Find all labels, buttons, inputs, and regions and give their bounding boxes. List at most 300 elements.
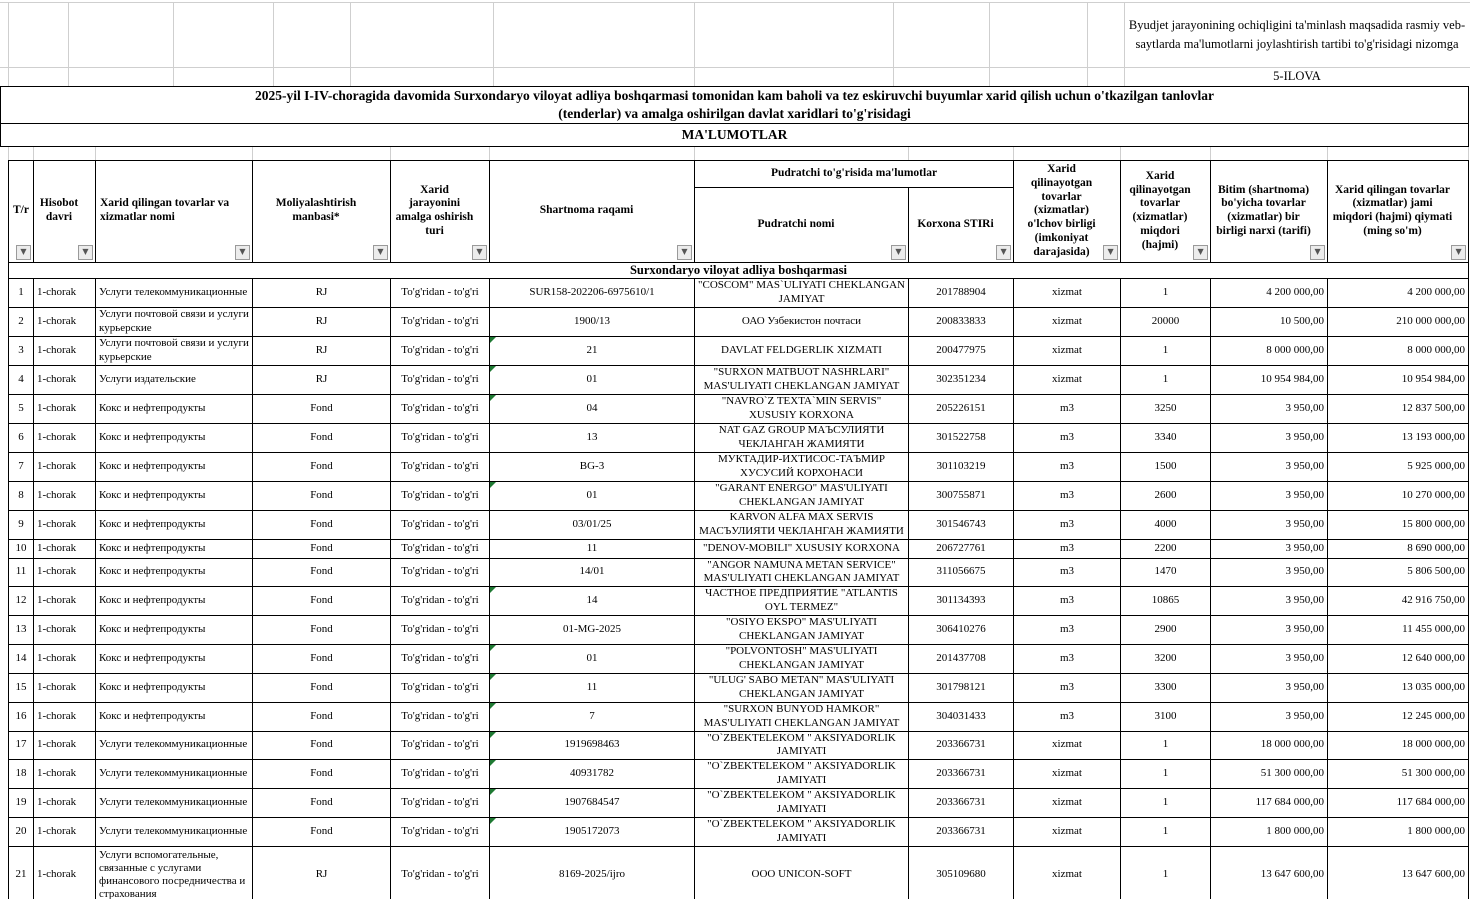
cell-pudratchi[interactable]: ЧАСТНОЕ ПРЕДПРИЯТИЕ "ATLANTIS OYL TERMEZ" <box>695 586 909 615</box>
cell-miqdor[interactable]: 1 <box>1121 788 1211 817</box>
cell-turi[interactable]: To'g'ridan - to'g'ri <box>391 759 490 788</box>
cell-shartnoma[interactable]: 40931782 <box>490 759 695 788</box>
cell-tr[interactable]: 16 <box>9 702 34 731</box>
cell-turi[interactable]: To'g'ridan - to'g'ri <box>391 788 490 817</box>
cell-davr[interactable]: 1-chorak <box>34 394 96 423</box>
gridline <box>1468 147 1469 160</box>
cell-olchov[interactable]: xizmat <box>1014 365 1121 394</box>
cell-turi[interactable]: To'g'ridan - to'g'ri <box>391 817 490 846</box>
header-manba[interactable] <box>253 161 391 263</box>
cell-olchov[interactable]: m3 <box>1014 702 1121 731</box>
cell-manba[interactable]: Fond <box>253 788 391 817</box>
cell-tr[interactable]: 12 <box>9 586 34 615</box>
cell-turi[interactable]: To'g'ridan - to'g'ri <box>391 481 490 510</box>
cell-tr[interactable]: 14 <box>9 644 34 673</box>
header-turi-label: Xarid jarayonini amalga oshirish turi <box>395 183 474 238</box>
cell-shartnoma[interactable]: 11 <box>490 673 695 702</box>
cell-shartnoma[interactable]: 03/01/25 <box>490 510 695 539</box>
cell-stir[interactable]: 200477975 <box>909 336 1014 365</box>
cell-pudratchi[interactable]: KARVON ALFA MAX SERVIS МАСЪУЛИЯТИ ЧЕКЛАНГАН ЖАМИЯТИ <box>695 510 909 539</box>
cell-tovar[interactable]: Кокс и нефтепродукты <box>96 673 253 702</box>
filter-button[interactable]: ▼ <box>78 245 93 260</box>
cell-jami[interactable]: 117 684 000,00 <box>1328 788 1469 817</box>
cell-manba[interactable]: Fond <box>253 673 391 702</box>
cell-tovar[interactable]: Услуги издательские <box>96 365 253 394</box>
cell-jami[interactable]: 210 000 000,00 <box>1328 307 1469 336</box>
section-header-row <box>9 262 1469 278</box>
cell-pudratchi[interactable]: "OSIYO EKSPO" MAS'ULIYATI CHEKLANGAN JAMIYAT <box>695 615 909 644</box>
cell-davr[interactable]: 1-chorak <box>34 510 96 539</box>
cell-shartnoma[interactable]: 13 <box>490 423 695 452</box>
cell-jami[interactable]: 10 270 000,00 <box>1328 481 1469 510</box>
cell-tr[interactable]: 3 <box>9 336 34 365</box>
cell-tovar[interactable]: Услуги телекоммуникационные <box>96 731 253 759</box>
table-row <box>9 481 1469 510</box>
stored-as-text-indicator <box>490 789 496 795</box>
cell-pudratchi[interactable]: "SURXON MATBUOT NASHRLARI" MAS'ULIYATI CHEKLANGAN JAMIYAT <box>695 365 909 394</box>
cell-jami[interactable]: 15 800 000,00 <box>1328 510 1469 539</box>
cell-olchov[interactable]: m3 <box>1014 452 1121 481</box>
table-row <box>9 644 1469 673</box>
cell-davr[interactable]: 1-chorak <box>34 365 96 394</box>
cell-olchov[interactable]: xizmat <box>1014 731 1121 759</box>
cell-tovar[interactable]: Кокс и нефтепродукты <box>96 586 253 615</box>
cell-jami[interactable]: 5 925 000,00 <box>1328 452 1469 481</box>
cell-jami[interactable]: 12 837 500,00 <box>1328 394 1469 423</box>
cell-pudratchi[interactable]: "NAVRO`Z TEXTA`MIN SERVIS" XUSUSIY KORXONA <box>695 394 909 423</box>
cell-shartnoma[interactable]: 01 <box>490 481 695 510</box>
filter-button[interactable]: ▼ <box>1310 245 1325 260</box>
filter-button[interactable]: ▼ <box>16 245 31 260</box>
filter-button[interactable]: ▼ <box>1103 245 1118 260</box>
cell-narx[interactable]: 10 500,00 <box>1211 307 1328 336</box>
cell-olchov[interactable]: m3 <box>1014 558 1121 586</box>
cell-stir[interactable]: 301522758 <box>909 423 1014 452</box>
cell-miqdor[interactable]: 1 <box>1121 336 1211 365</box>
cell-stir[interactable]: 301103219 <box>909 452 1014 481</box>
cell-pudratchi[interactable]: "O`ZBEKTELEKOM " AKSIYADORLIK JAMIYATI <box>695 731 909 759</box>
cell-jami[interactable]: 13 035 000,00 <box>1328 673 1469 702</box>
cell-shartnoma[interactable]: 7 <box>490 702 695 731</box>
cell-manba[interactable]: Fond <box>253 452 391 481</box>
cell-miqdor[interactable]: 2900 <box>1121 615 1211 644</box>
cell-tovar[interactable]: Услуги телекоммуникационные <box>96 788 253 817</box>
cell-tovar[interactable]: Услуги вспомогательные, связанные с услугами финансового посредничества и страхования <box>96 846 253 899</box>
filter-button[interactable]: ▼ <box>472 245 487 260</box>
cell-jami[interactable]: 11 455 000,00 <box>1328 615 1469 644</box>
cell-miqdor[interactable]: 20000 <box>1121 307 1211 336</box>
cell-jami[interactable]: 42 916 750,00 <box>1328 586 1469 615</box>
header-shartnoma[interactable] <box>490 161 695 263</box>
cell-narx[interactable]: 3 950,00 <box>1211 615 1328 644</box>
cell-stir[interactable]: 205226151 <box>909 394 1014 423</box>
cell-olchov[interactable]: m3 <box>1014 673 1121 702</box>
cell-stir[interactable]: 304031433 <box>909 702 1014 731</box>
cell-olchov[interactable]: xizmat <box>1014 307 1121 336</box>
header-miqdor[interactable] <box>1121 161 1211 263</box>
cell-turi[interactable]: To'g'ridan - to'g'ri <box>391 307 490 336</box>
cell-miqdor[interactable]: 1 <box>1121 846 1211 899</box>
cell-stir[interactable]: 300755871 <box>909 481 1014 510</box>
header-davr[interactable] <box>34 161 96 263</box>
cell-tr[interactable]: 18 <box>9 759 34 788</box>
table-row <box>9 673 1469 702</box>
cell-tovar[interactable]: Кокс и нефтепродукты <box>96 452 253 481</box>
cell-shartnoma[interactable]: 1907684547 <box>490 788 695 817</box>
cell-olchov[interactable]: xizmat <box>1014 759 1121 788</box>
cell-narx[interactable]: 117 684 000,00 <box>1211 788 1328 817</box>
cell-tovar[interactable]: Услуги телекоммуникационные <box>96 759 253 788</box>
cell-manba[interactable]: Fond <box>253 586 391 615</box>
cell-tr[interactable]: 10 <box>9 539 34 558</box>
cell-turi[interactable]: To'g'ridan - to'g'ri <box>391 452 490 481</box>
cell-tovar[interactable]: Кокс и нефтепродукты <box>96 702 253 731</box>
header-olchov[interactable] <box>1014 161 1121 263</box>
cell-turi[interactable]: To'g'ridan - to'g'ri <box>391 423 490 452</box>
header-turi[interactable] <box>391 161 490 263</box>
cell-narx[interactable]: 3 950,00 <box>1211 539 1328 558</box>
cell-manba[interactable]: RJ <box>253 336 391 365</box>
cell-miqdor[interactable]: 2600 <box>1121 481 1211 510</box>
cell-stir[interactable]: 301798121 <box>909 673 1014 702</box>
cell-turi[interactable]: To'g'ridan - to'g'ri <box>391 365 490 394</box>
cell-manba[interactable]: Fond <box>253 394 391 423</box>
cell-pudratchi[interactable]: "O`ZBEKTELEKOM " AKSIYADORLIK JAMIYATI <box>695 788 909 817</box>
cell-tr[interactable]: 5 <box>9 394 34 423</box>
cell-tovar[interactable]: Кокс и нефтепродукты <box>96 423 253 452</box>
cell-tovar[interactable]: Кокс и нефтепродукты <box>96 558 253 586</box>
header-shartnoma-label: Shartnoma raqami <box>539 204 634 217</box>
cell-miqdor[interactable]: 3340 <box>1121 423 1211 452</box>
cell-shartnoma[interactable]: 1919698463 <box>490 731 695 759</box>
cell-shartnoma[interactable]: 1900/13 <box>490 307 695 336</box>
gridline <box>68 2 69 86</box>
title-line3: MA'LUMOTLAR <box>681 127 788 142</box>
cell-jami[interactable]: 51 300 000,00 <box>1328 759 1469 788</box>
cell-tovar[interactable]: Кокс и нефтепродукты <box>96 481 253 510</box>
cell-manba[interactable]: Fond <box>253 539 391 558</box>
header-stir-label: Korxona STIRi <box>917 217 994 230</box>
cell-jami[interactable]: 13 193 000,00 <box>1328 423 1469 452</box>
cell-miqdor[interactable]: 3250 <box>1121 394 1211 423</box>
cell-narx[interactable]: 10 954 984,00 <box>1211 365 1328 394</box>
cell-olchov[interactable]: xizmat <box>1014 336 1121 365</box>
cell-tovar[interactable]: Кокс и нефтепродукты <box>96 510 253 539</box>
cell-miqdor[interactable]: 1 <box>1121 759 1211 788</box>
cell-tr[interactable]: 1 <box>9 278 34 307</box>
cell-tr[interactable]: 19 <box>9 788 34 817</box>
cell-manba[interactable]: Fond <box>253 423 391 452</box>
cell-manba[interactable]: RJ <box>253 307 391 336</box>
cell-stir[interactable]: 305109680 <box>909 846 1014 899</box>
filter-button[interactable]: ▼ <box>891 245 906 260</box>
title-line2: (tenderlar) va amalga oshirilgan davlat xaridlari to'g'risidagi <box>558 106 911 121</box>
cell-stir[interactable]: 201788904 <box>909 278 1014 307</box>
cell-olchov[interactable]: m3 <box>1014 481 1121 510</box>
cell-tr[interactable]: 2 <box>9 307 34 336</box>
cell-davr[interactable]: 1-chorak <box>34 452 96 481</box>
header-davr-label: Hisobot davri <box>39 197 79 224</box>
cell-pudratchi[interactable]: "O`ZBEKTELEKOM " AKSIYADORLIK JAMIYATI <box>695 759 909 788</box>
cell-jami[interactable]: 8 690 000,00 <box>1328 539 1469 558</box>
cell-narx[interactable]: 3 950,00 <box>1211 644 1328 673</box>
filter-button[interactable]: ▼ <box>1451 245 1466 260</box>
title-box <box>0 86 1469 147</box>
cell-turi[interactable]: To'g'ridan - to'g'ri <box>391 702 490 731</box>
cell-miqdor[interactable]: 2200 <box>1121 539 1211 558</box>
cell-manba[interactable]: RJ <box>253 846 391 899</box>
cell-jami[interactable]: 12 640 000,00 <box>1328 644 1469 673</box>
table-row <box>9 759 1469 788</box>
cell-miqdor[interactable]: 1470 <box>1121 558 1211 586</box>
cell-miqdor[interactable]: 3100 <box>1121 702 1211 731</box>
header-narx[interactable] <box>1211 161 1328 263</box>
cell-manba[interactable]: Fond <box>253 702 391 731</box>
cell-pudratchi[interactable]: "SURXON BUNYOD HAMKOR" MAS'ULIYATI CHEKLANGAN JAMIYAT <box>695 702 909 731</box>
cell-narx[interactable]: 18 000 000,00 <box>1211 731 1328 759</box>
filter-button[interactable]: ▼ <box>1193 245 1208 260</box>
cell-olchov[interactable]: m3 <box>1014 586 1121 615</box>
cell-narx[interactable]: 3 950,00 <box>1211 673 1328 702</box>
cell-davr[interactable]: 1-chorak <box>34 702 96 731</box>
table-row <box>9 702 1469 731</box>
filter-button[interactable]: ▼ <box>373 245 388 260</box>
cell-davr[interactable]: 1-chorak <box>34 307 96 336</box>
header-tovar[interactable] <box>96 161 253 263</box>
header-jami-label: Xarid qilingan tovarlar (xizmatlar) jami miqdori (hajmi) qiymati (ming so'm) <box>1332 183 1453 238</box>
cell-tr[interactable]: 8 <box>9 481 34 510</box>
cell-davr[interactable]: 1-chorak <box>34 673 96 702</box>
cell-turi[interactable]: To'g'ridan - to'g'ri <box>391 278 490 307</box>
cell-davr[interactable]: 1-chorak <box>34 558 96 586</box>
cell-shartnoma[interactable]: 04 <box>490 394 695 423</box>
cell-stir[interactable]: 206727761 <box>909 539 1014 558</box>
cell-tovar[interactable]: Кокс и нефтепродукты <box>96 615 253 644</box>
stored-as-text-indicator <box>490 818 496 824</box>
cell-jami[interactable]: 18 000 000,00 <box>1328 731 1469 759</box>
cell-pudratchi[interactable]: "POLVONTOSH" MAS'ULIYATI CHEKLANGAN JAMIYAT <box>695 644 909 673</box>
cell-miqdor[interactable]: 1500 <box>1121 452 1211 481</box>
cell-stir[interactable]: 302351234 <box>909 365 1014 394</box>
cell-manba[interactable]: Fond <box>253 731 391 759</box>
cell-miqdor[interactable]: 1 <box>1121 731 1211 759</box>
cell-stir[interactable]: 201437708 <box>909 644 1014 673</box>
filter-button[interactable]: ▼ <box>235 245 250 260</box>
cell-davr[interactable]: 1-chorak <box>34 817 96 846</box>
cell-turi[interactable]: To'g'ridan - to'g'ri <box>391 846 490 899</box>
cell-davr[interactable]: 1-chorak <box>34 615 96 644</box>
cell-olchov[interactable]: m3 <box>1014 394 1121 423</box>
cell-shartnoma[interactable]: 01 <box>490 644 695 673</box>
cell-shartnoma[interactable]: 8169-2025/ijro <box>490 846 695 899</box>
cell-miqdor[interactable]: 1 <box>1121 817 1211 846</box>
cell-tovar[interactable]: Кокс и нефтепродукты <box>96 644 253 673</box>
cell-turi[interactable]: To'g'ridan - to'g'ri <box>391 558 490 586</box>
cell-miqdor[interactable]: 10865 <box>1121 586 1211 615</box>
cell-stir[interactable]: 203366731 <box>909 731 1014 759</box>
cell-turi[interactable]: To'g'ridan - to'g'ri <box>391 336 490 365</box>
cell-jami[interactable]: 1 800 000,00 <box>1328 817 1469 846</box>
cell-manba[interactable]: Fond <box>253 644 391 673</box>
cell-turi[interactable]: To'g'ridan - to'g'ri <box>391 586 490 615</box>
cell-tr[interactable]: 11 <box>9 558 34 586</box>
cell-davr[interactable]: 1-chorak <box>34 586 96 615</box>
table-row <box>9 278 1469 307</box>
cell-miqdor[interactable]: 4000 <box>1121 510 1211 539</box>
cell-olchov[interactable]: xizmat <box>1014 846 1121 899</box>
cell-narx[interactable]: 3 950,00 <box>1211 586 1328 615</box>
cell-miqdor[interactable]: 1 <box>1121 278 1211 307</box>
cell-davr[interactable]: 1-chorak <box>34 759 96 788</box>
cell-davr[interactable]: 1-chorak <box>34 278 96 307</box>
cell-shartnoma[interactable]: SUR158-202206-6975610/1 <box>490 278 695 307</box>
cell-tr[interactable]: 13 <box>9 615 34 644</box>
gridline <box>252 147 253 160</box>
filter-button[interactable]: ▼ <box>996 245 1011 260</box>
cell-olchov[interactable]: m3 <box>1014 644 1121 673</box>
cell-narx[interactable]: 13 647 600,00 <box>1211 846 1328 899</box>
cell-jami[interactable]: 4 200 000,00 <box>1328 278 1469 307</box>
cell-shartnoma[interactable]: 01 <box>490 365 695 394</box>
cell-olchov[interactable]: xizmat <box>1014 788 1121 817</box>
cell-pudratchi[interactable]: DAVLAT FELDGERLIK XIZMATI <box>695 336 909 365</box>
cell-narx[interactable]: 1 800 000,00 <box>1211 817 1328 846</box>
cell-manba[interactable]: Fond <box>253 615 391 644</box>
cell-tr[interactable]: 20 <box>9 817 34 846</box>
cell-manba[interactable]: Fond <box>253 817 391 846</box>
header-olchov-label: Xarid qilinayotgan tovarlar (xizmatlar) o'lchov birligi (imkoniyat darajasida) <box>1027 163 1096 258</box>
gridline <box>8 147 9 160</box>
cell-narx[interactable]: 51 300 000,00 <box>1211 759 1328 788</box>
cell-davr[interactable]: 1-chorak <box>34 481 96 510</box>
cell-miqdor[interactable]: 1 <box>1121 365 1211 394</box>
cell-stir[interactable]: 200833833 <box>909 307 1014 336</box>
cell-manba[interactable]: Fond <box>253 558 391 586</box>
cell-narx[interactable]: 3 950,00 <box>1211 702 1328 731</box>
cell-narx[interactable]: 3 950,00 <box>1211 452 1328 481</box>
cell-shartnoma[interactable]: 14/01 <box>490 558 695 586</box>
table-row <box>9 452 1469 481</box>
cell-olchov[interactable]: m3 <box>1014 510 1121 539</box>
cell-turi[interactable]: To'g'ridan - to'g'ri <box>391 615 490 644</box>
stored-as-text-indicator <box>490 587 496 593</box>
cell-tr[interactable]: 9 <box>9 510 34 539</box>
cell-pudratchi[interactable]: ООО UNICON-SOFT <box>695 846 909 899</box>
cell-tovar[interactable]: Услуги почтовой связи и услуги курьерские <box>96 336 253 365</box>
cell-olchov[interactable]: m3 <box>1014 615 1121 644</box>
cell-davr[interactable]: 1-chorak <box>34 539 96 558</box>
cell-pudratchi[interactable]: NAT GAZ GROUP МАЪСУЛИЯТИ ЧЕКЛАНГАН ЖАМИЯТИ <box>695 423 909 452</box>
cell-manba[interactable]: RJ <box>253 278 391 307</box>
header-tr[interactable] <box>9 161 34 263</box>
cell-jami[interactable]: 5 806 500,00 <box>1328 558 1469 586</box>
cell-davr[interactable]: 1-chorak <box>34 423 96 452</box>
cell-tovar[interactable]: Услуги телекоммуникационные <box>96 817 253 846</box>
cell-jami[interactable]: 13 647 600,00 <box>1328 846 1469 899</box>
cell-shartnoma[interactable]: 01-MG-2025 <box>490 615 695 644</box>
cell-pudratchi[interactable]: "GARANT ENERGO" MAS'ULIYATI CHEKLANGAN JAMIYAT <box>695 481 909 510</box>
cell-olchov[interactable]: m3 <box>1014 423 1121 452</box>
cell-manba[interactable]: Fond <box>253 510 391 539</box>
cell-olchov[interactable]: m3 <box>1014 539 1121 558</box>
cell-turi[interactable]: To'g'ridan - to'g'ri <box>391 539 490 558</box>
cell-tr[interactable]: 7 <box>9 452 34 481</box>
cell-stir[interactable]: 203366731 <box>909 817 1014 846</box>
cell-pudratchi[interactable]: "ULUG' SABO METAN" MAS'ULIYATI CHEKLANGAN JAMIYAT <box>695 673 909 702</box>
cell-manba[interactable]: Fond <box>253 481 391 510</box>
cell-stir[interactable]: 301134393 <box>909 586 1014 615</box>
cell-narx[interactable]: 4 200 000,00 <box>1211 278 1328 307</box>
cell-davr[interactable]: 1-chorak <box>34 731 96 759</box>
cell-turi[interactable]: To'g'ridan - to'g'ri <box>391 510 490 539</box>
cell-jami[interactable]: 8 000 000,00 <box>1328 336 1469 365</box>
cell-tovar[interactable]: Услуги телекоммуникационные <box>96 278 253 307</box>
filter-button[interactable]: ▼ <box>677 245 692 260</box>
cell-turi[interactable]: To'g'ridan - to'g'ri <box>391 644 490 673</box>
cell-stir[interactable]: 203366731 <box>909 759 1014 788</box>
cell-tovar[interactable]: Кокс и нефтепродукты <box>96 394 253 423</box>
cell-miqdor[interactable]: 3200 <box>1121 644 1211 673</box>
cell-pudratchi[interactable]: ОАО Узбекистон почтаси <box>695 307 909 336</box>
cell-tr[interactable]: 6 <box>9 423 34 452</box>
cell-davr[interactable]: 1-chorak <box>34 846 96 899</box>
cell-pudratchi[interactable]: МУКТАДИР-ИХТИСОС-ТАЪМИР ХУСУСИЙ КОРХОНАСИ <box>695 452 909 481</box>
cell-narx[interactable]: 3 950,00 <box>1211 423 1328 452</box>
cell-pudratchi[interactable]: "O`ZBEKTELEKOM " AKSIYADORLIK JAMIYATI <box>695 817 909 846</box>
cell-narx[interactable]: 3 950,00 <box>1211 394 1328 423</box>
cell-turi[interactable]: To'g'ridan - to'g'ri <box>391 394 490 423</box>
cell-olchov[interactable]: xizmat <box>1014 817 1121 846</box>
cell-turi[interactable]: To'g'ridan - to'g'ri <box>391 731 490 759</box>
cell-tovar[interactable]: Услуги почтовой связи и услуги курьерские <box>96 307 253 336</box>
cell-stir[interactable]: 203366731 <box>909 788 1014 817</box>
cell-tr[interactable]: 15 <box>9 673 34 702</box>
cell-pudratchi[interactable]: "DENOV-MOBILI" XUSUSIY KORXONA <box>695 539 909 558</box>
cell-jami[interactable]: 12 245 000,00 <box>1328 702 1469 731</box>
cell-stir[interactable]: 311056675 <box>909 558 1014 586</box>
cell-shartnoma[interactable]: 1905172073 <box>490 817 695 846</box>
cell-miqdor[interactable]: 3300 <box>1121 673 1211 702</box>
cell-shartnoma[interactable]: 21 <box>490 336 695 365</box>
cell-shartnoma[interactable]: 11 <box>490 539 695 558</box>
cell-tr[interactable]: 17 <box>9 731 34 759</box>
cell-stir[interactable]: 306410276 <box>909 615 1014 644</box>
cell-tovar[interactable]: Кокс и нефтепродукты <box>96 539 253 558</box>
cell-turi[interactable]: To'g'ridan - to'g'ri <box>391 673 490 702</box>
cell-narx[interactable]: 3 950,00 <box>1211 558 1328 586</box>
header-stir[interactable] <box>909 187 1014 262</box>
header-jami[interactable] <box>1328 161 1469 263</box>
cell-stir[interactable]: 301546743 <box>909 510 1014 539</box>
header-pudratchi[interactable] <box>695 187 909 262</box>
cell-manba[interactable]: Fond <box>253 759 391 788</box>
cell-tr[interactable]: 21 <box>9 846 34 899</box>
cell-davr[interactable]: 1-chorak <box>34 788 96 817</box>
cell-davr[interactable]: 1-chorak <box>34 336 96 365</box>
cell-olchov[interactable]: xizmat <box>1014 278 1121 307</box>
cell-tr[interactable]: 4 <box>9 365 34 394</box>
cell-narx[interactable]: 3 950,00 <box>1211 481 1328 510</box>
cell-jami[interactable]: 10 954 984,00 <box>1328 365 1469 394</box>
cell-pudratchi[interactable]: "COSCOM" MAS`ULIYATI CHEKLANGAN JAMIYAT <box>695 278 909 307</box>
cell-narx[interactable]: 3 950,00 <box>1211 510 1328 539</box>
cell-shartnoma[interactable]: BG-3 <box>490 452 695 481</box>
cell-narx[interactable]: 8 000 000,00 <box>1211 336 1328 365</box>
cell-pudratchi[interactable]: "ANGOR NAMUNA METAN SERVICE" MAS'ULIYATI CHEKLANGAN JAMIYAT <box>695 558 909 586</box>
cell-manba[interactable]: RJ <box>253 365 391 394</box>
cell-davr[interactable]: 1-chorak <box>34 644 96 673</box>
cell-shartnoma[interactable]: 14 <box>490 586 695 615</box>
